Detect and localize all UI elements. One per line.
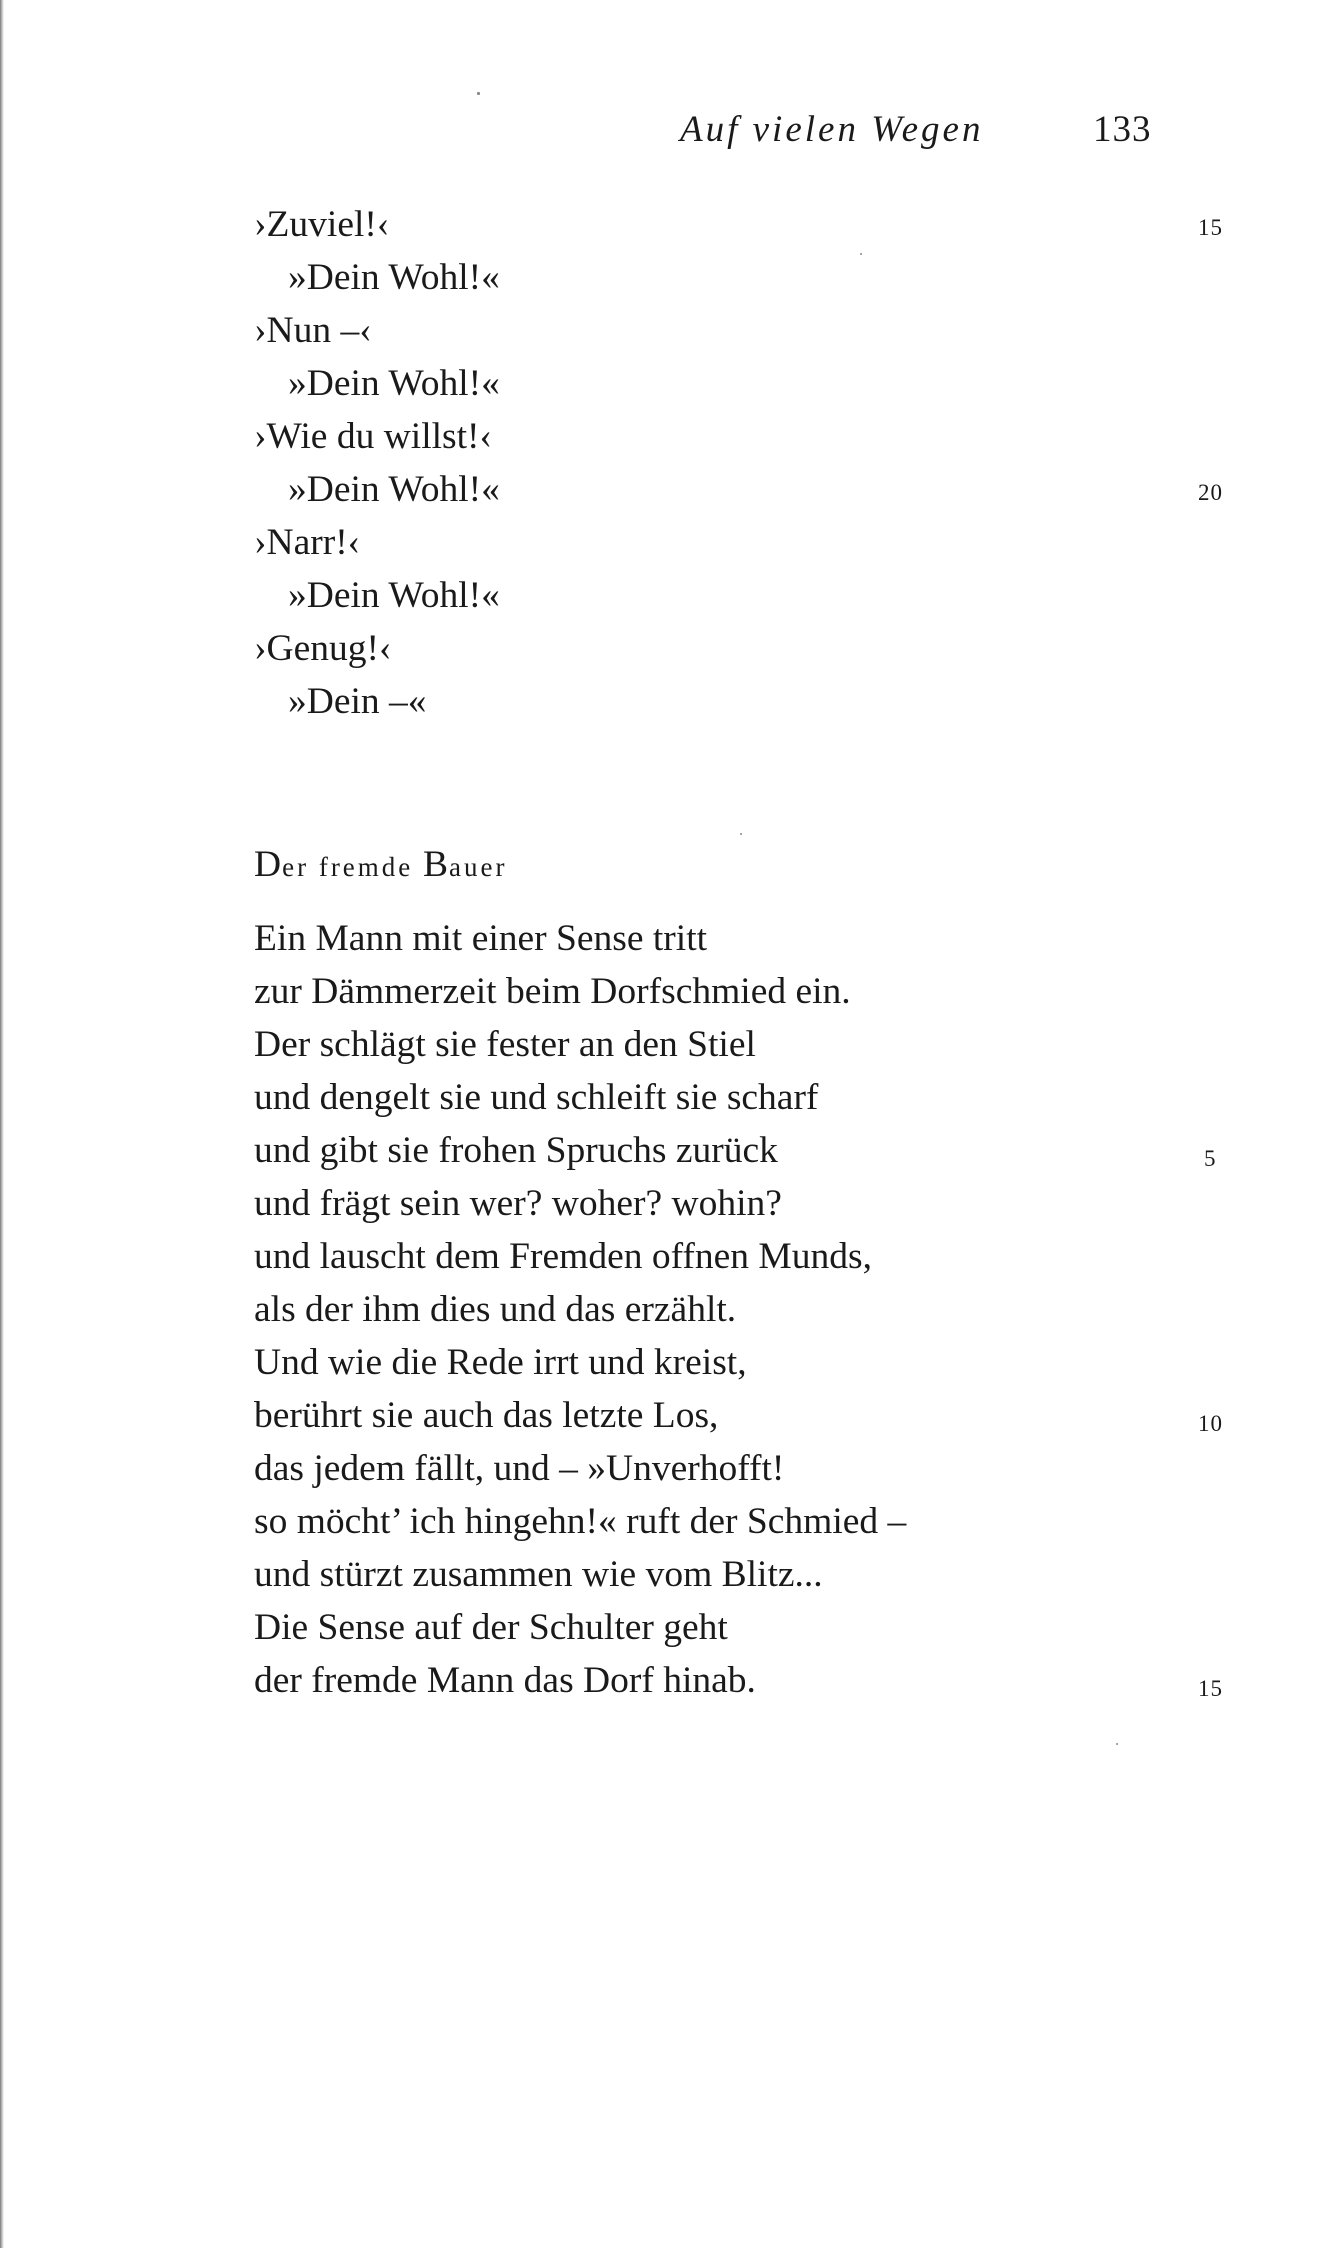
dialogue-line: »Dein Wohl!« [288, 363, 500, 404]
poem-title-part: B [423, 844, 450, 885]
poem-line: Der schlägt sie fester an den Stiel [254, 1024, 756, 1065]
poem-line: Und wie die Rede irrt und kreist, [254, 1342, 747, 1383]
dialogue-line: ›Narr!‹ [254, 522, 361, 563]
poem-line: der fremde Mann das Dorf hinab. [254, 1660, 756, 1701]
poem-line: so möcht’ ich hingehn!« ruft der Schmied – [254, 1501, 907, 1542]
poem-line: als der ihm dies und das erzählt. [254, 1289, 737, 1330]
dialogue-line: »Dein Wohl!« [288, 575, 500, 616]
line-number: 10 [1198, 1411, 1223, 1436]
poem-line: und frägt sein wer? woher? wohin? [254, 1183, 782, 1224]
line-number: 5 [1204, 1146, 1217, 1171]
poem-line: und dengelt sie und schleift sie scharf [254, 1077, 819, 1118]
scan-speck [740, 833, 742, 835]
line-number: 15 [1198, 1676, 1223, 1701]
poem-title-part: D [254, 844, 283, 885]
dialogue-line: »Dein –« [288, 681, 427, 722]
page-number: 133 [1093, 109, 1152, 150]
poem-line: Die Sense auf der Schulter geht [254, 1607, 728, 1648]
dialogue-line: ›Genug!‹ [254, 628, 392, 669]
poem-line: und gibt sie frohen Spruchs zurück [254, 1130, 778, 1171]
dialogue-line: ›Nun –‹ [254, 310, 372, 351]
poem-line: und lauscht dem Fremden offnen Munds, [254, 1236, 872, 1277]
poem-line: und stürzt zusammen wie vom Blitz... [254, 1554, 823, 1595]
dialogue-line: ›Wie du willst!‹ [254, 416, 493, 457]
dialogue-line: »Dein Wohl!« [288, 257, 500, 298]
poem-title-part: fremde [318, 852, 424, 882]
poem-title-part: auer [449, 852, 508, 882]
line-number: 20 [1198, 480, 1223, 505]
scan-speck [477, 92, 480, 95]
dialogue-line: ›Zuviel!‹ [254, 204, 390, 245]
line-number: 15 [1198, 215, 1223, 240]
poem-title-part: er [282, 852, 319, 882]
dialogue-line: »Dein Wohl!« [288, 469, 500, 510]
scan-speck [1116, 1743, 1118, 1745]
page-edge [0, 0, 4, 2248]
poem-line: das jedem fällt, und – »Unverhofft! [254, 1448, 785, 1489]
poem-line: zur Dämmerzeit beim Dorfschmied ein. [254, 971, 851, 1012]
running-title: Auf vielen Wegen [680, 109, 984, 150]
poem-title [254, 846, 508, 884]
poem-line: berührt sie auch das letzte Los, [254, 1395, 719, 1436]
poem-line: Ein Mann mit einer Sense tritt [254, 918, 708, 959]
scan-speck [860, 253, 862, 255]
